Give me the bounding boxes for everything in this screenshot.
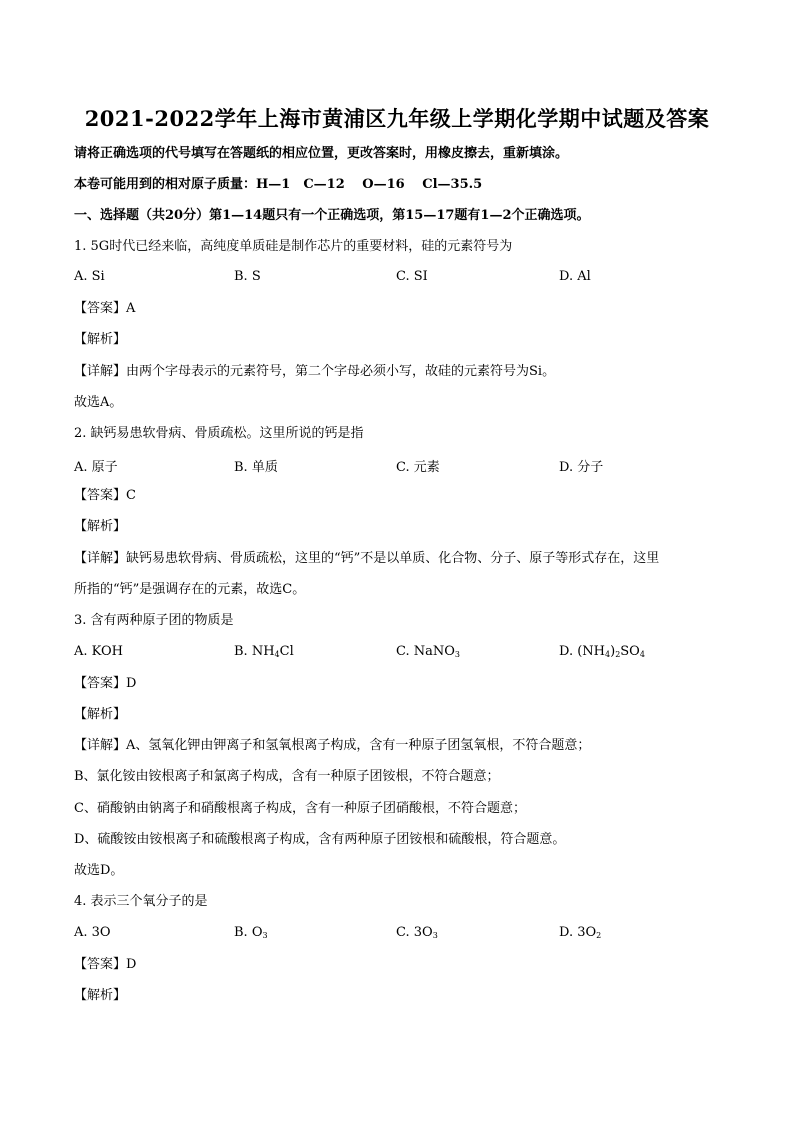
q3-detail-a xyxy=(74,737,590,755)
q2-detail-1 xyxy=(74,550,659,568)
q3-option-b xyxy=(234,644,294,659)
q3-option-d xyxy=(559,644,645,659)
q2-answer-value: C xyxy=(126,488,136,503)
q1-detail-text: 由两个字母表示的元素符号，第二个字母必须小写，故硅的元素符号为Si。 xyxy=(126,364,556,379)
q3-option-b-suffix: Cl xyxy=(279,644,294,659)
q1-conclusion: 故选A。 xyxy=(74,395,123,410)
q2-stem: 2. 缺钙易患软骨病、骨质疏松。这里所说的钙是指 xyxy=(74,426,364,441)
q1-option-b: B. S xyxy=(234,269,261,284)
q3-option-c-prefix: C. NaNO xyxy=(396,644,455,659)
atomic-mass-note: 本卷可能用到的相对原子质量：H—1 C—12 O—16 Cl—35.5 xyxy=(74,177,483,192)
q3-option-a: A. KOH xyxy=(74,644,124,659)
q1-options xyxy=(74,269,754,287)
q4-option-b-prefix: B. O xyxy=(234,925,263,940)
q4-stem: 4. 表示三个氧分子的是 xyxy=(74,894,208,909)
q3-option-d-mid: ) xyxy=(610,644,616,659)
q2-answer xyxy=(74,487,136,505)
instructions: 请将正确选项的代号填写在答题纸的相应位置，更改答案时，用橡皮擦去，重新填涂。 xyxy=(74,146,569,161)
q3-option-c-sub: 3 xyxy=(454,650,460,659)
q3-option-b-prefix: B. NH xyxy=(234,644,275,659)
q2-option-a: A. 原子 xyxy=(74,460,118,475)
q4-option-d xyxy=(559,925,601,940)
q3-detail-d: D、硫酸铵由铵根离子和硫酸根离子构成，含有两种原子团铵根和硫酸根，符合题意。 xyxy=(74,832,566,847)
answer-label: 【答案】 xyxy=(74,488,127,503)
q2-detail-text-1: 缺钙易患软骨病、骨质疏松，这里的“钙”不是以单质、化合物、分子、原子等形式存在，这里 xyxy=(126,551,660,566)
answer-label: 【答案】 xyxy=(74,676,127,691)
q3-detail-b: B、氯化铵由铵根离子和氯离子构成，含有一种原子团铵根，不符合题意； xyxy=(74,769,500,784)
q3-analysis-label: 【解析】 xyxy=(74,707,127,722)
q4-analysis-label: 【解析】 xyxy=(74,988,127,1003)
q3-detail-c: C、硝酸钠由钠离子和硝酸根离子构成，含有一种原子团硝酸根，不符合题意； xyxy=(74,801,526,816)
q1-stem: 1. 5G时代已经来临，高纯度单质硅是制作芯片的重要材料，硅的元素符号为 xyxy=(74,239,513,254)
q4-option-c-sub: 3 xyxy=(432,931,438,940)
answer-label: 【答案】 xyxy=(74,957,127,972)
q3-option-d-sub3: 4 xyxy=(639,650,645,659)
q3-option-d-sub2: 2 xyxy=(615,650,621,659)
document-title: 2021-2022学年上海市黄浦区九年级上学期化学期中试题及答案 xyxy=(84,106,710,131)
q2-option-d: D. 分子 xyxy=(559,460,604,475)
q1-option-a: A. Si xyxy=(74,269,105,284)
q3-answer-value: D xyxy=(126,676,137,691)
q4-answer xyxy=(74,956,136,974)
q2-detail-2: 所指的“钙”是强调存在的元素，故选C。 xyxy=(74,582,306,597)
q3-option-c xyxy=(396,644,460,659)
detail-label: 【详解】 xyxy=(74,364,127,379)
q2-analysis-label: 【解析】 xyxy=(74,519,127,534)
q4-option-b xyxy=(234,925,268,940)
q4-answer-value: D xyxy=(126,957,137,972)
q4-options xyxy=(74,925,754,943)
q4-option-c xyxy=(396,925,438,940)
q1-option-c: C. SI xyxy=(396,269,428,284)
q1-answer xyxy=(74,300,135,318)
q4-option-d-prefix: D. 3O xyxy=(559,925,597,940)
q4-option-b-sub: 3 xyxy=(262,931,268,940)
q2-option-c: C. 元素 xyxy=(396,460,440,475)
q3-option-d-suffix: SO xyxy=(620,644,640,659)
q4-option-d-sub: 2 xyxy=(596,931,602,940)
q4-option-c-prefix: C. 3O xyxy=(396,925,433,940)
q1-analysis-label: 【解析】 xyxy=(74,332,127,347)
q3-stem: 3. 含有两种原子团的物质是 xyxy=(74,613,234,628)
q3-option-b-sub: 4 xyxy=(274,650,280,659)
q3-options xyxy=(74,644,754,662)
detail-label: 【详解】 xyxy=(74,738,127,753)
q4-option-a: A. 3O xyxy=(74,925,111,940)
q2-options xyxy=(74,456,754,474)
q3-conclusion: 故选D。 xyxy=(74,863,124,878)
q1-answer-value: A xyxy=(126,301,136,316)
q3-option-d-prefix: D. (NH xyxy=(559,644,606,659)
q3-option-d-sub1: 4 xyxy=(605,650,611,659)
q3-answer xyxy=(74,675,136,693)
detail-label: 【详解】 xyxy=(74,551,127,566)
q3-detail-a-text: A、氢氧化钾由钾离子和氢氧根离子构成，含有一种原子团氢氧根，不符合题意； xyxy=(126,738,591,753)
answer-label: 【答案】 xyxy=(74,301,127,316)
q2-option-b: B. 单质 xyxy=(234,460,278,475)
q1-option-d: D. Al xyxy=(559,269,591,284)
section-heading: 一、选择题（共20分）第1—14题只有一个正确选项，第15—17题有1—2个正确选项。 xyxy=(74,208,590,223)
q1-detail xyxy=(74,363,555,381)
